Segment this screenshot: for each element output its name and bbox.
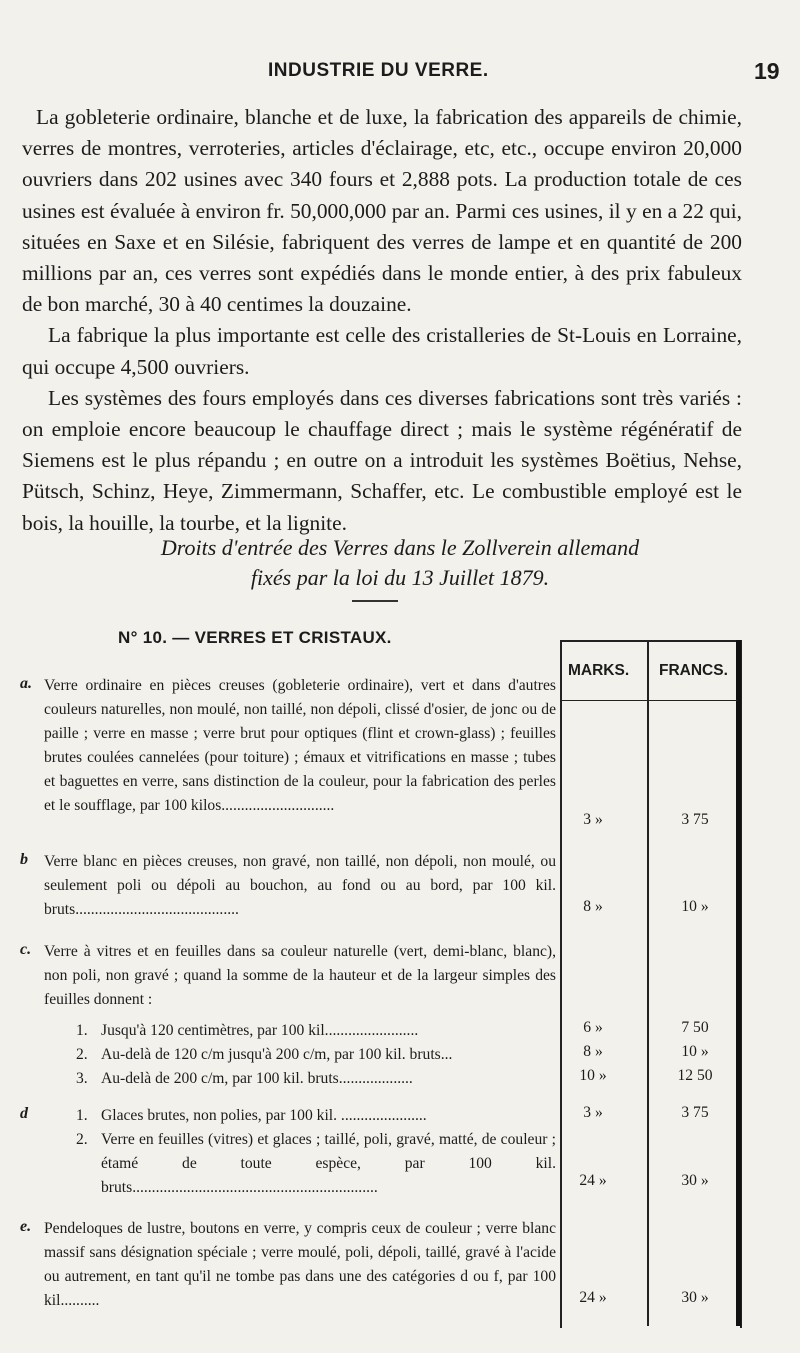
entry-letter-a: a. xyxy=(20,675,32,692)
entry-letter-b: b xyxy=(20,851,28,868)
entry-d-item-1-number: 1. xyxy=(76,1107,88,1124)
heading-line-1: Droits d'entrée des Verres dans le Zollverein allemand xyxy=(160,535,640,560)
heading-line-2: fixés par la loi du 13 Juillet 1879. xyxy=(250,565,550,590)
entry-d-item-1-marks: 3 » xyxy=(583,1104,603,1121)
entry-a-text: Verre ordinaire en pièces creuses (gobleterie ordinaire), vert et dans d'autres couleurs naturelles, non moulé, non taillé, non dépoli, clissé d'osier, de jonc ou de paille ; verre en masse ; verre brut pour optiques (flint et crown-glass) ; feuilles brutes coulées cannelées (pour toiture) ; émaux et vitrifications en masse ; tubes et baguettes en verre, sans distinction de la couleur, pour la fabrication des perles et le soufflage, par 100 kilos............................. xyxy=(44,677,556,814)
entry-c-item-3-number: 3. xyxy=(76,1070,88,1087)
entry-d-item-2-number: 2. xyxy=(76,1131,88,1148)
header-rule xyxy=(560,700,738,701)
section-title: N° 10. — VERRES ET CRISTAUX. xyxy=(118,628,392,647)
entry-c-text: Verre à vitres et en feuilles dans sa couleur naturelle (vert, demi-blanc, blanc), non poli, non gravé ; quand la somme de la hauteur et de la largeur simples des feuilles donnent : xyxy=(44,943,556,1008)
entry-c-item-2-francs: 10 » xyxy=(681,1043,709,1060)
entry-b-text: Verre blanc en pièces creuses, non gravé, non taillé, non dépoli, non moulé, ou seulement poli ou dépoli au bouchon, au fond ou au bord, par 100 kil. bruts.......................................... xyxy=(44,853,556,918)
entry-c-item-2-marks: 8 » xyxy=(583,1043,603,1060)
entry-d-item-1-text: Glaces brutes, non polies, par 100 kil. ...................... xyxy=(101,1107,427,1124)
entry-c-item-3-marks: 10 » xyxy=(579,1067,607,1084)
column-divider xyxy=(647,640,649,1326)
entry-c-item-2-text: Au-delà de 120 c/m jusqu'à 200 c/m, par 100 kil. bruts... xyxy=(101,1046,453,1063)
entry-d-item-2-francs: 30 » xyxy=(681,1172,709,1189)
entry-e-text: Pendeloques de lustre, boutons en verre, y compris ceux de couleur ; verre blanc massif sans désignation spéciale ; verre moulé, poli, dépoli, taillé, gravé à l'acide ou autrement, en tant qu'il ne tombe pas dans une des catégories d ou f, par 100 kil.......... xyxy=(44,1220,556,1309)
running-title: INDUSTRIE DU VERRE. xyxy=(268,60,489,81)
entry-a-francs: 3 75 xyxy=(681,811,709,828)
entry-d-item-2-text: Verre en feuilles (vitres) et glaces ; taillé, poli, gravé, matté, de couleur ; étamé de toute espèce, par 100 kil. bruts............................................................... xyxy=(101,1131,556,1196)
entry-letter-d: d xyxy=(20,1105,28,1122)
entry-c-item-2-number: 2. xyxy=(76,1046,88,1063)
entry-c-item-3-francs: 12 50 xyxy=(677,1067,713,1084)
body-text xyxy=(22,102,742,539)
entry-e-francs: 30 » xyxy=(681,1289,709,1306)
paragraph-gobleterie: La gobleterie ordinaire, blanche et de luxe, la fabrication des appareils de chimie, verres de montres, verroteries, articles d'éclairage, etc, etc., occupe environ 20,000 ouvriers dans 202 usines avec 340 fours et 2,888 pots. La production totale de ces usines est évaluée à environ fr. 50,000,000 par an. Parmi ces usines, il y en a 22 qui, situées en Saxe et en Silésie, fabriquent des verres de lampe et en quantité de 200 millions par an, ces verres sont expédiés dans le monde entier, à des prix fabuleux de bon marché, 30 à 40 centimes la douzaine. xyxy=(22,105,742,317)
column-header-marks: MARKS. xyxy=(568,662,630,679)
entry-d-item-1-francs: 3 75 xyxy=(681,1104,709,1121)
entry-c-item-1-marks: 6 » xyxy=(583,1019,603,1036)
entry-c-item-1-text: Jusqu'à 120 centimètres, par 100 kil........................ xyxy=(101,1022,419,1039)
paragraph-fours: Les systèmes des fours employés dans ces diverses fabrications sont très variés : on emploie encore beaucoup le chauffage direct ; mais le système régénératif de Siemens est le plus répandu ; en outre on a introduit les systèmes Boëtius, Nehse, Pütsch, Schinz, Heye, Zimmermann, Schaffer, etc. Le combustible employé est le bois, la houille, la tourbe, et la lignite. xyxy=(22,385,742,535)
entry-letter-c: c. xyxy=(20,941,32,958)
page-number: 19 xyxy=(754,58,780,84)
entry-e-marks: 24 » xyxy=(579,1289,607,1306)
entry-c-item-1-francs: 7 50 xyxy=(681,1019,709,1036)
entry-d-item-2-marks: 24 » xyxy=(579,1172,607,1189)
entry-letter-e: e. xyxy=(20,1218,32,1235)
running-head xyxy=(0,60,800,86)
entry-b-francs: 10 » xyxy=(681,898,709,915)
paragraph-st-louis: La fabrique la plus importante est celle des cristalleries de St-Louis en Lorraine, qui occupe 4,500 ouvriers. xyxy=(22,323,742,379)
entry-c-item-1-number: 1. xyxy=(76,1022,88,1039)
column-header-francs: FRANCS. xyxy=(659,662,728,679)
heading-divider xyxy=(352,600,398,602)
entry-b-marks: 8 » xyxy=(583,898,603,915)
entry-a-marks: 3 » xyxy=(583,811,603,828)
tariff-table-frame xyxy=(560,640,742,1328)
table-right-border xyxy=(736,640,741,1326)
entry-c-item-3-text: Au-delà de 200 c/m, par 100 kil. bruts................... xyxy=(101,1070,413,1087)
